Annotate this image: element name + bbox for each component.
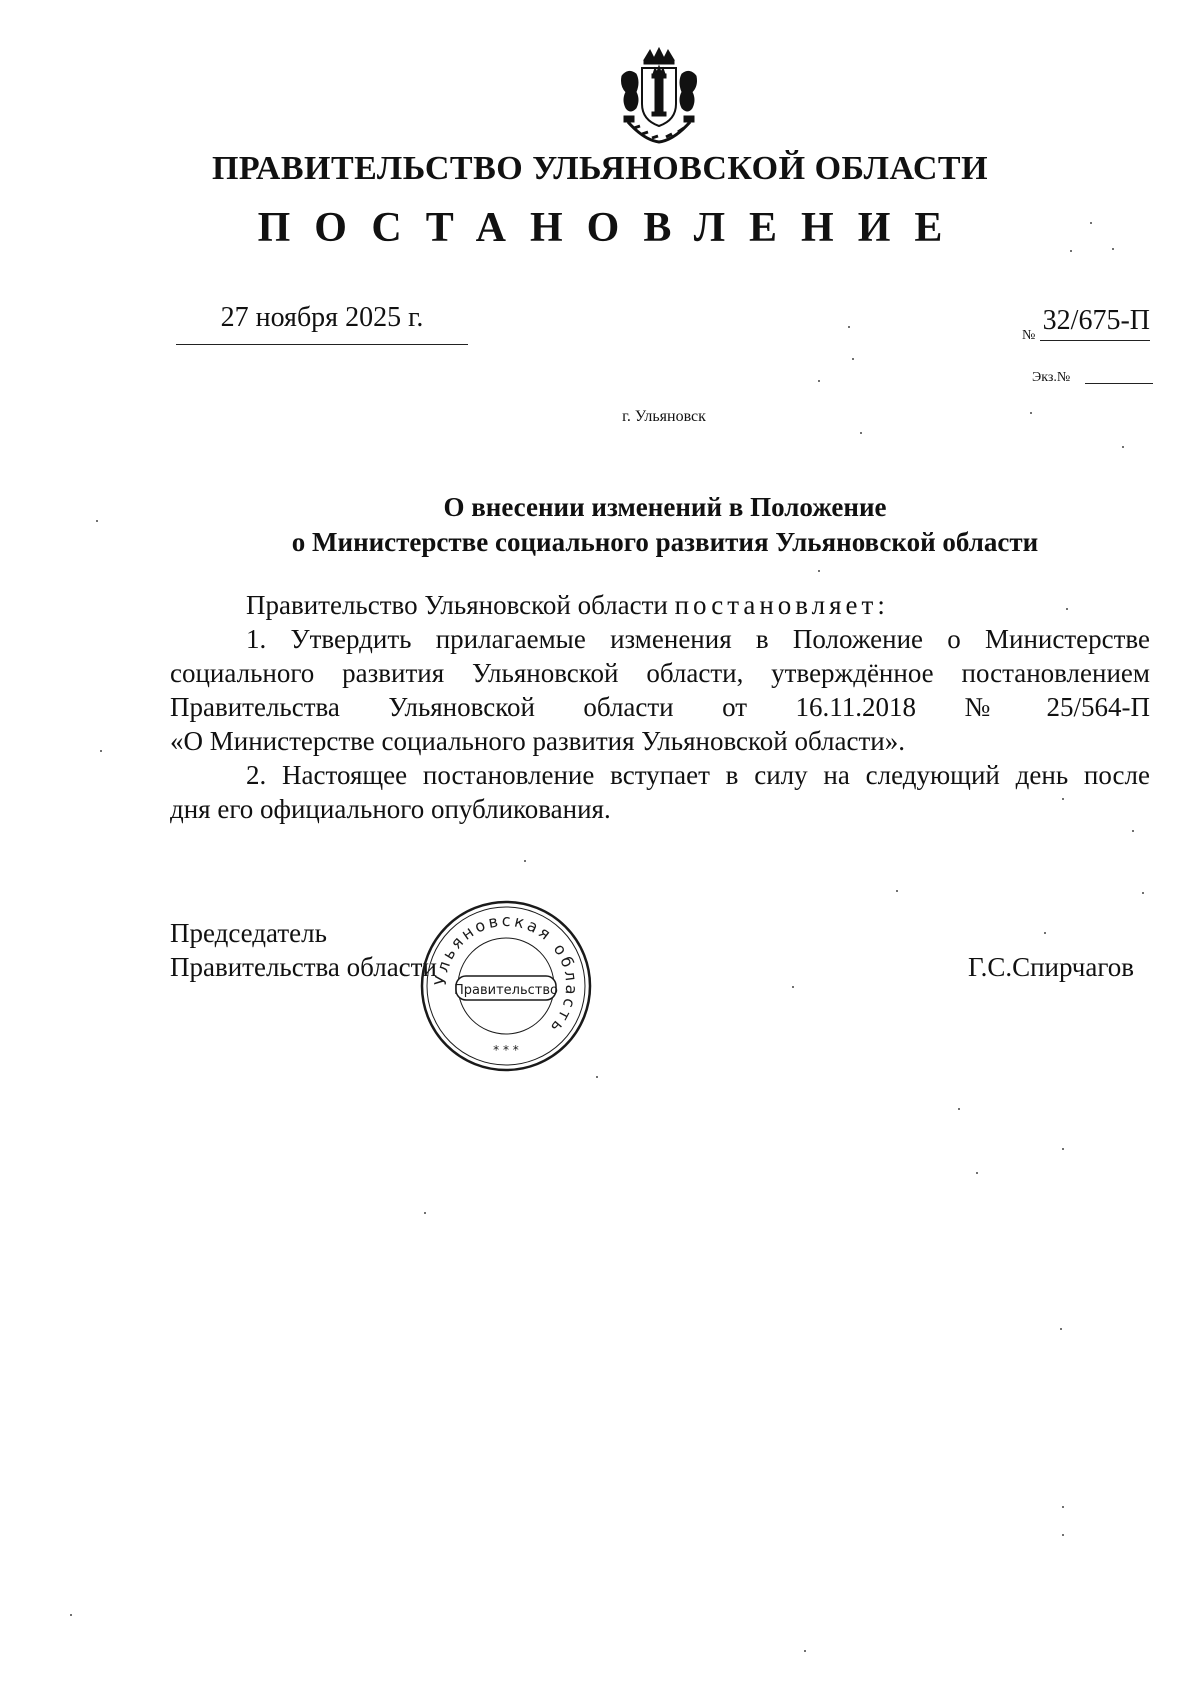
item-1-line-1: 1. Утвердить прилагаемые изменения в Положение о Министерстве	[246, 624, 1150, 654]
copy-number-line	[1085, 383, 1153, 384]
seal-stars: * * *	[493, 1043, 519, 1057]
signatory-name: Г.С.Спирчагов	[968, 952, 1135, 982]
intro-paragraph	[170, 588, 1150, 622]
organization-heading: ПРАВИТЕЛЬСТВО УЛЬЯНОВСКОЙ ОБЛАСТИ	[211, 150, 989, 187]
document-number: 32/675-П	[1040, 304, 1150, 341]
signatory-position-line-2: Правительства области	[170, 952, 437, 982]
title-line-2: о Министерстве социального развития Ульяновской области	[291, 527, 1039, 557]
intro-prefix: Правительство Ульяновской области	[246, 590, 675, 620]
title-line-1: О внесении изменений в Положение	[443, 492, 887, 522]
number-sign: №	[1022, 328, 1036, 343]
item-1-line-3: Правительства Ульяновской области от 16.11.2018 № 25/564-П	[170, 692, 1150, 722]
signatory-position-line-1: Председатель	[170, 918, 327, 948]
item-2-line-2: дня его официального опубликования.	[170, 794, 611, 824]
signatory-position	[170, 916, 437, 984]
item-1-line-4: «О Министерстве социального развития Ульяновской области».	[170, 726, 905, 756]
item-1-line-2: социального развития Ульяновской области, утверждённое постановлением	[170, 658, 1150, 688]
seal-ring-text: Ульяновская область	[430, 910, 582, 1039]
seal-center-text: Правительство	[454, 983, 558, 998]
ulyanovsk-coat-of-arms-icon	[614, 46, 704, 150]
official-seal-stamp	[418, 898, 594, 1074]
document-body	[170, 588, 1150, 826]
intro-suffix: :	[877, 590, 885, 620]
item-2-line-1: 2. Настоящее постановление вступает в силу на следующий день после	[246, 760, 1150, 790]
copy-number-label: Экз.№	[1032, 370, 1071, 385]
intro-verb: постановляет	[674, 590, 878, 620]
document-title	[200, 490, 1130, 560]
document-date: 27 ноября 2025 г.	[176, 300, 468, 345]
city-label: г. Ульяновск	[622, 408, 706, 425]
document-type-heading: ПОСТАНОВЛЕНИЕ	[257, 205, 967, 251]
